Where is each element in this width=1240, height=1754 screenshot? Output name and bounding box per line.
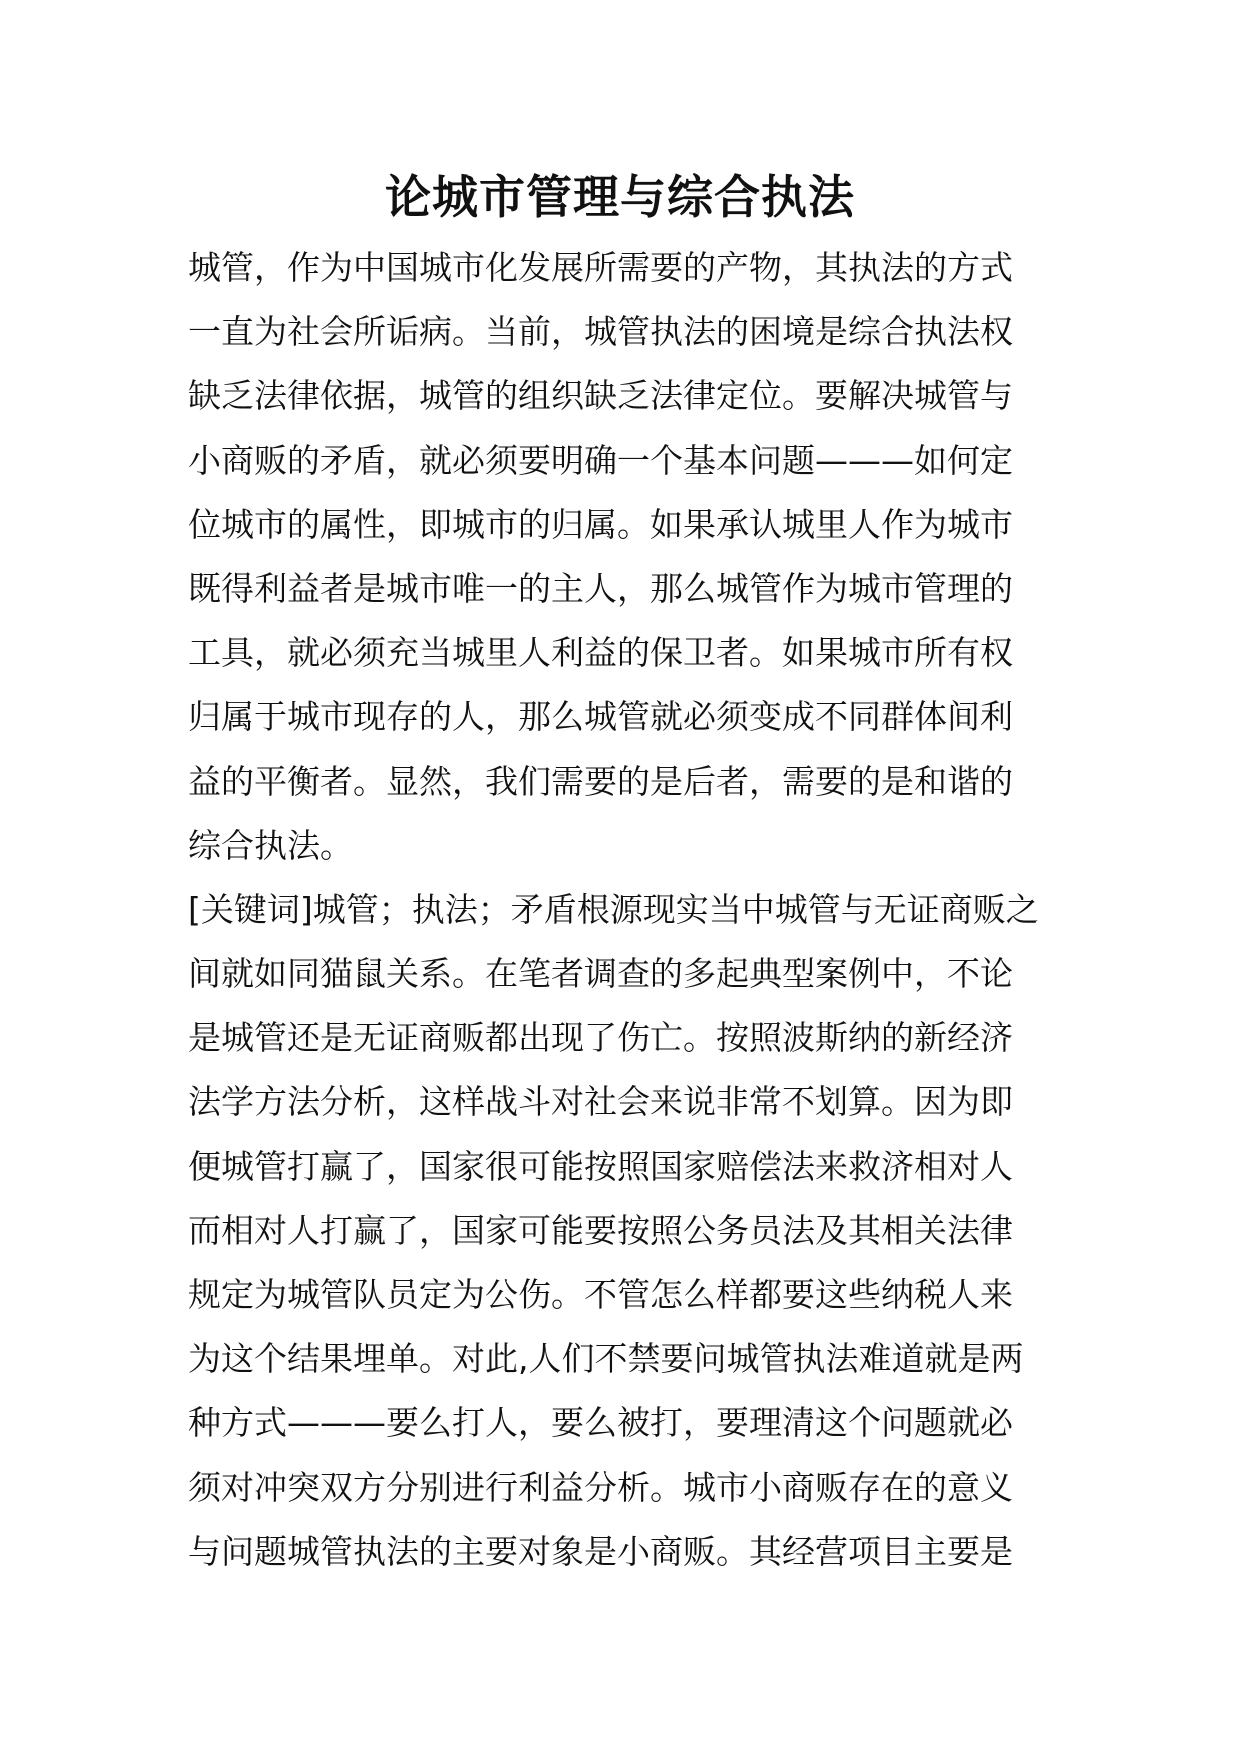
text-line: 综合执法。 xyxy=(188,825,353,865)
document-body xyxy=(188,236,1068,1584)
text-line: 归属于城市现存的人，那么城管就必须变成不同群体间利 xyxy=(188,697,1013,737)
text-line: 城管，作为中国城市化发展所需要的产物，其执法的方式 xyxy=(188,248,1013,287)
text-line: 一直为社会所诟病。当前，城管执法的困境是综合执法权 xyxy=(188,312,1013,352)
text-line: 规定为城管队员定为公伤。不管怎么样都要这些纳税人来 xyxy=(188,1275,1013,1314)
text-line: 便城管打赢了，国家很可能按照国家赔偿法来救济相对人 xyxy=(188,1146,1013,1186)
document-title: 论城市管理与综合执法 xyxy=(385,170,855,224)
text-line: 缺乏法律依据，城管的组织缺乏法律定位。要解决城管与 xyxy=(188,376,1013,416)
text-line: 须对冲突双方分别进行利益分析。城市小商贩存在的意义 xyxy=(188,1467,1013,1507)
text-line: 法学方法分析，这样战斗对社会来说非常不划算。因为即 xyxy=(188,1082,1013,1122)
text-line: 而相对人打赢了，国家可能要按照公务员法及其相关法律 xyxy=(188,1210,1013,1250)
text-line: 工具，就必须充当城里人利益的保卫者。如果城市所有权 xyxy=(188,633,1013,673)
text-line: 为这个结果埋单。对此,人们不禁要问城管执法难道就是两 xyxy=(188,1339,1024,1379)
text-line: 小商贩的矛盾，就必须要明确一个基本问题———如何定 xyxy=(188,440,1013,480)
text-line: 种方式———要么打人，要么被打，要理清这个问题就必 xyxy=(188,1403,1013,1443)
text-line: 间就如同猫鼠关系。在笔者调查的多起典型案例中，不论 xyxy=(188,954,1013,994)
text-line: 是城管还是无证商贩都出现了伤亡。按照波斯纳的新经济 xyxy=(188,1018,1013,1058)
text-line: 益的平衡者。显然，我们需要的是后者，需要的是和谐的 xyxy=(188,761,1013,801)
keywords-line: [关键词]城管；执法；矛盾根源现实当中城管与无证商贩之 xyxy=(188,889,1039,929)
text-line: 位城市的属性，即城市的归属。如果承认城里人作为城市 xyxy=(188,504,1013,544)
text-line: 与问题城管执法的主要对象是小商贩。其经营项目主要是 xyxy=(188,1531,1013,1571)
text-line: 既得利益者是城市唯一的主人，那么城管作为城市管理的 xyxy=(188,568,1013,608)
